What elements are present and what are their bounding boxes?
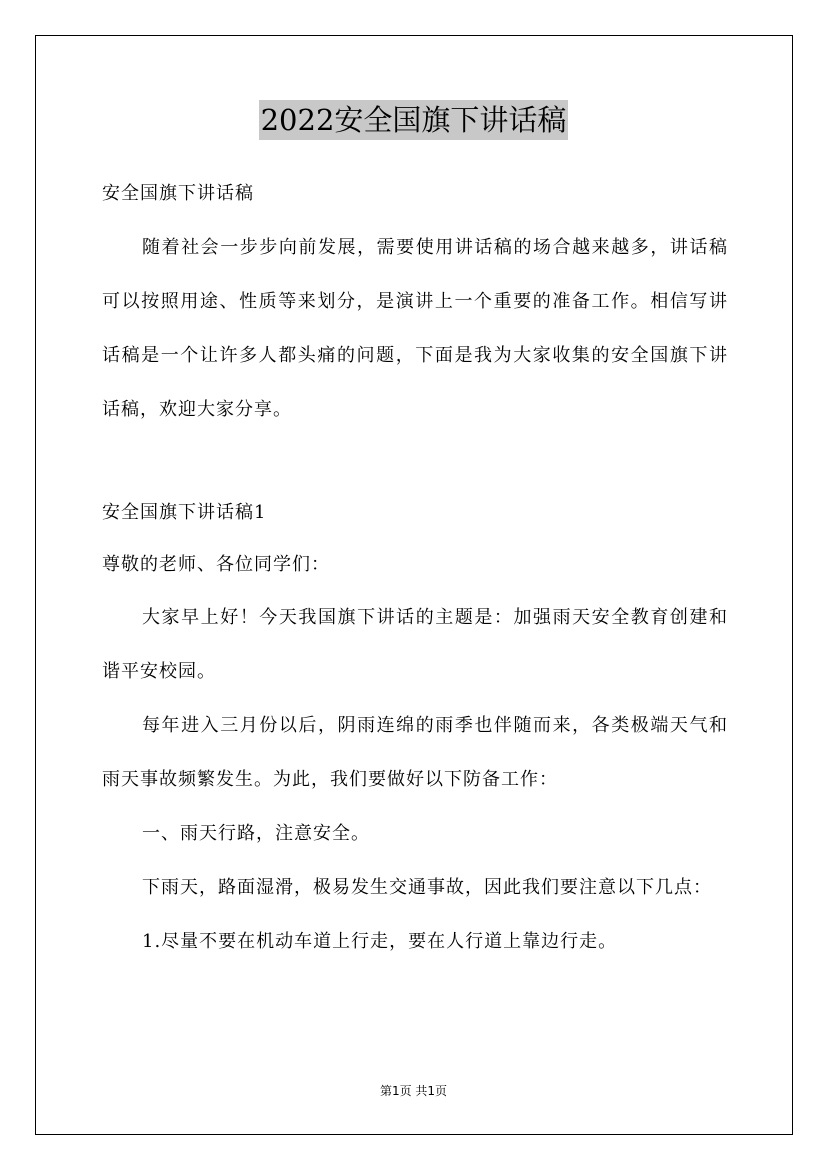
document-title: 2022安全国旗下讲话稿 [259, 100, 569, 140]
page-footer: 第1页 共1页 [379, 1084, 448, 1098]
intro-paragraph: 随着社会一步步向前发展，需要使用讲话稿的场合越来越多，讲话稿可以按照用途、性质等来划分，是演讲上一个重要的准备工作。相信写讲话稿是一个让许多人都头痛的问题，下面是我为大家收集的安全国旗下讲话稿，欢迎大家分享。 [102, 237, 728, 420]
paragraph-point-one: 一、雨天行路，注意安全。 [142, 823, 370, 844]
salutation: 尊敬的老师、各位同学们： [102, 554, 330, 575]
paragraph-greeting: 大家早上好！今天我国旗下讲话的主题是：加强雨天安全教育创建和谐平安校园。 [102, 607, 728, 682]
paragraph-item-one: 1.尽量不要在机动车道上行走，要在人行道上靠边行走。 [142, 931, 618, 952]
title-container [0, 100, 827, 140]
intro-heading: 安全国旗下讲话稿 [102, 183, 254, 204]
paragraph-rain-season: 每年进入三月份以后，阴雨连绵的雨季也伴随而来，各类极端天气和雨天事故频繁发生。为此，我们要做好以下防备工作： [102, 715, 728, 790]
spacer [102, 437, 728, 487]
document-body [102, 168, 728, 969]
paragraph-road-slippery: 下雨天，路面湿滑，极易发生交通事故，因此我们要注意以下几点： [142, 877, 712, 898]
section-heading: 安全国旗下讲话稿1 [102, 502, 267, 523]
